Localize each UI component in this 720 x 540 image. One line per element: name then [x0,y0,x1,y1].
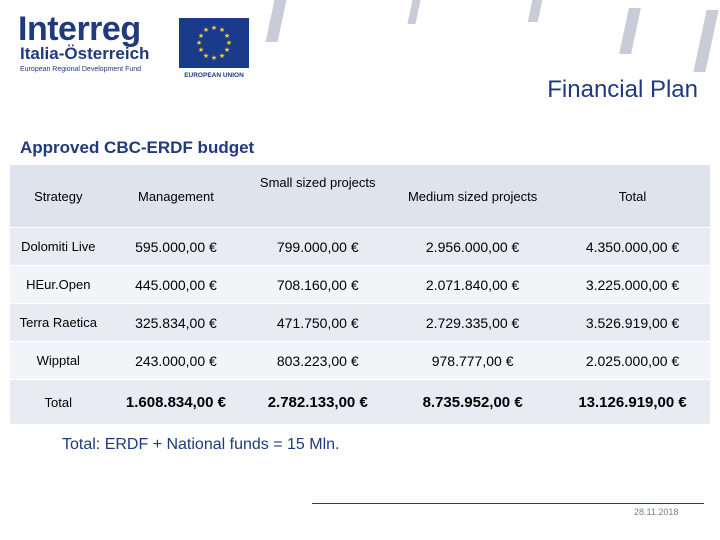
management-cell: 445.000,00 € [107,266,246,304]
header-strategy: Strategy [10,165,107,228]
small-projects-cell: 803.223,00 € [245,342,390,380]
strategy-cell: Terra Raetica [10,304,107,342]
table-row [10,304,710,342]
total-label-cell: Total [10,380,107,425]
table-row [10,228,710,266]
funds-note: Total: ERDF + National funds = 15 Mln. [62,436,340,453]
budget-table [10,165,710,425]
small-projects-cell: 708.160,00 € [245,266,390,304]
svg-text:★: ★ [197,32,205,40]
svg-text:★: ★ [202,52,210,60]
table-total-row [10,380,710,425]
decor-stripe [407,0,420,24]
header-medium-projects: Medium sized projects [390,165,555,228]
header-small-projects: Small sized projects [245,165,390,228]
svg-text:★: ★ [202,26,210,34]
decor-stripe [619,8,641,54]
small-projects-total-cell: 2.782.133,00 € [245,380,390,425]
interreg-logo [18,10,258,80]
decor-stripe [528,0,543,22]
table-row [10,266,710,304]
svg-text:★: ★ [197,46,205,54]
medium-projects-cell: 978.777,00 € [390,342,555,380]
header-total: Total [555,165,710,228]
eu-stars-icon [179,18,249,68]
section-subtitle: Approved CBC-ERDF budget [20,138,255,157]
total-cell: 3.225.000,00 € [555,266,710,304]
svg-text:★: ★ [225,39,233,47]
strategy-cell: HEur.Open [10,266,107,304]
decor-stripe [693,10,718,72]
medium-projects-cell: 2.729.335,00 € [390,304,555,342]
management-cell: 325.834,00 € [107,304,246,342]
logo-wordmark: Interreg [18,10,141,48]
total-cell: 3.526.919,00 € [555,304,710,342]
logo-region: Italia-Österreich [20,44,150,63]
svg-text:★: ★ [218,26,226,34]
svg-text:★: ★ [210,24,218,32]
strategy-cell: Wipptal [10,342,107,380]
total-cell: 4.350.000,00 € [555,228,710,266]
grand-total-cell: 13.126.919,00 € [555,380,710,425]
page-title: Financial Plan [547,76,698,103]
strategy-cell: Dolomiti Live [10,228,107,266]
svg-text:★: ★ [210,54,218,62]
svg-text:★: ★ [223,46,231,54]
footer-date: 28.11.2018 [634,507,679,517]
svg-text:★: ★ [218,52,226,60]
small-projects-cell: 799.000,00 € [245,228,390,266]
small-projects-cell: 471.750,00 € [245,304,390,342]
eu-flag-icon [179,18,249,68]
header-management: Management [107,165,246,228]
decor-stripe [266,0,287,42]
svg-text:★: ★ [223,32,231,40]
footer-divider [312,503,704,504]
logo-fund: European Regional Development Fund [20,66,142,73]
medium-projects-cell: 2.956.000,00 € [390,228,555,266]
management-cell: 595.000,00 € [107,228,246,266]
management-cell: 243.000,00 € [107,342,246,380]
total-cell: 2.025.000,00 € [555,342,710,380]
management-total-cell: 1.608.834,00 € [107,380,246,425]
table-header-row [10,165,710,228]
table-row [10,342,710,380]
eu-label: EUROPEAN UNION [184,72,244,79]
medium-projects-cell: 2.071.840,00 € [390,266,555,304]
medium-projects-total-cell: 8.735.952,00 € [390,380,555,425]
svg-text:★: ★ [195,39,203,47]
